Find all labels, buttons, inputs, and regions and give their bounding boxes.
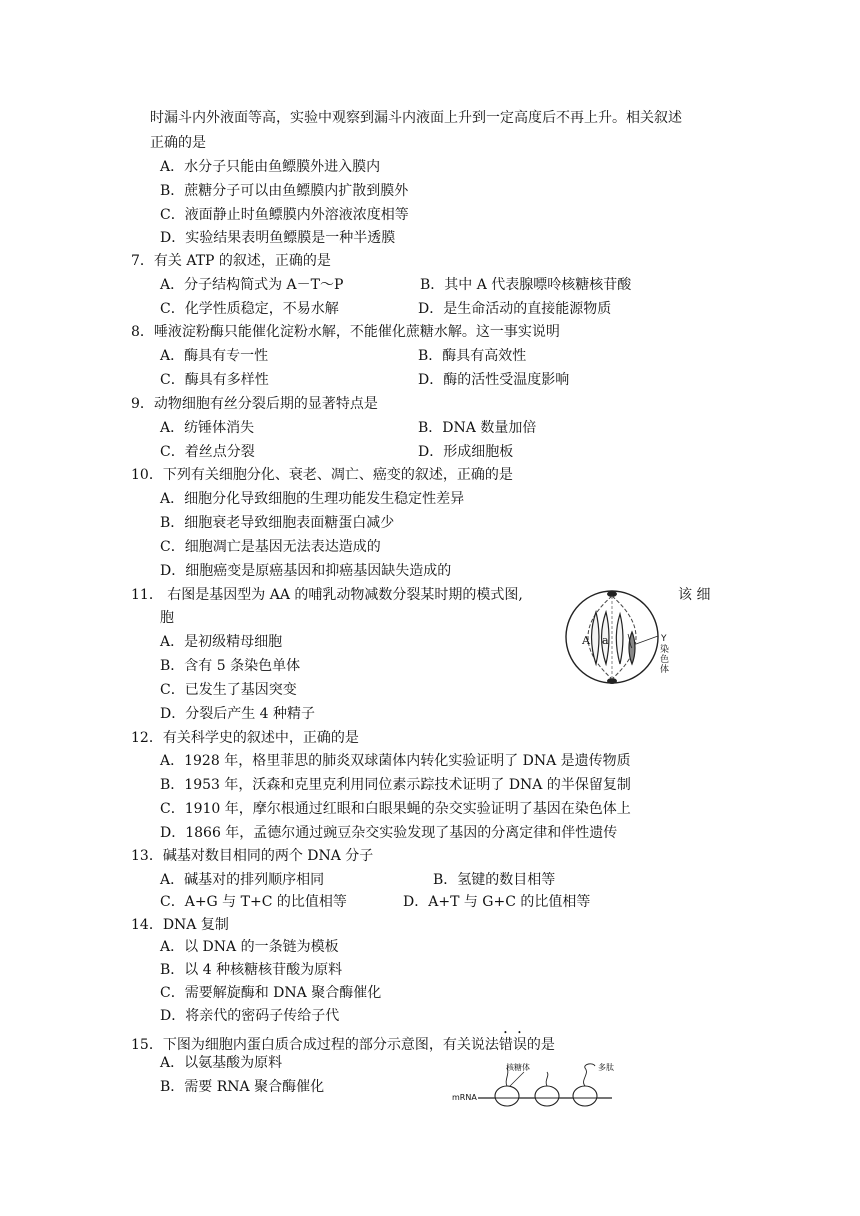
q8-option-c: C．酶具有多样性 [160, 372, 269, 388]
q15-option-a: A．以氨基酸为原料 [160, 1055, 283, 1071]
q8-stem: 8．唾液淀粉酶只能催化淀粉水解，不能催化蔗糖水解。这一事实说明 [131, 324, 560, 340]
label-chromosome-1: 染 [660, 645, 670, 655]
q11-option-a: A．是初级精母细胞 [160, 634, 283, 650]
ribosome-2 [535, 1086, 559, 1106]
chromosome-right-inner [616, 614, 623, 664]
q13-option-b: B．氢键的数目相等 [433, 872, 556, 888]
q7-stem: 7．有关 ATP 的叙述，正确的是 [131, 253, 331, 269]
q14-stem: 14．DNA 复制 [131, 917, 229, 933]
q14-option-a: A．以 DNA 的一条链为模板 [160, 939, 339, 955]
label-gene-a-lower: a [602, 634, 609, 647]
q10-option-a: A．细胞分化导致细胞的生理功能发生稳定性差异 [160, 491, 465, 507]
q9-option-a: A．纺锤体消失 [160, 420, 255, 436]
q12-stem: 12．有关科学史的叙述中，正确的是 [131, 730, 359, 746]
q10-option-b: B．细胞衰老导致细胞表面糖蛋白减少 [160, 515, 395, 531]
q6-stem-line2: 正确的是 [150, 135, 206, 151]
q6-option-b: B．蔗糖分子可以由鱼鳔膜内扩散到膜外 [160, 183, 409, 199]
meiosis-cell-figure [560, 584, 680, 692]
q8-option-a: A．酶具有专一性 [160, 348, 269, 364]
label-gene-a-upper: A [582, 634, 590, 647]
y-pointer-line [636, 636, 658, 644]
q7-option-d: D．是生命活动的直接能源物质 [418, 301, 612, 317]
q9-option-c: C．着丝点分裂 [160, 444, 255, 460]
q6-option-c: C．液面静止时鱼鳔膜内外溶液浓度相等 [160, 207, 409, 223]
q11-option-b: B．含有 5 条染色单体 [160, 658, 301, 674]
q14-option-b: B．以 4 种核糖核苷酸为原料 [160, 962, 343, 978]
q12-option-c: C．1910 年，摩尔根通过红眼和白眼果蝇的杂交实验证明了基因在染色体上 [160, 801, 631, 817]
peptide-chain-3 [584, 1064, 595, 1086]
q13-option-d: D．A+T 与 G+C 的比值相等 [403, 894, 591, 910]
q11-option-d: D．分裂后产生 4 种精子 [160, 706, 316, 722]
q11-option-c: C．已发生了基因突变 [160, 682, 297, 698]
q11-stem-line2: 胞 [160, 610, 174, 626]
q10-option-d: D．细胞癌变是原癌基因和抑癌基因缺失造成的 [160, 563, 452, 579]
q11-stem: 11． 右图是基因型为 AA 的哺乳动物减数分裂某时期的模式图, [131, 587, 523, 603]
q9-option-d: D．形成细胞板 [418, 444, 514, 460]
label-ribosome: 核糖体 [506, 1063, 530, 1072]
label-y: Y [661, 634, 667, 644]
q9-stem: 9．动物细胞有丝分裂后期的显著特点是 [131, 396, 378, 412]
label-mrna: mRNA [452, 1093, 477, 1102]
q13-stem: 13．碱基对数目相同的两个 DNA 分子 [131, 848, 374, 864]
q7-option-c: C．化学性质稳定，不易水解 [160, 301, 339, 317]
q14-option-c: C．需要解旋酶和 DNA 聚合酶催化 [160, 985, 382, 1001]
label-chromosome-2: 色 [660, 655, 670, 665]
translation-diagram [452, 1058, 642, 1116]
label-peptide: 多肽 [598, 1063, 614, 1072]
q8-option-b: B．酶具有高效性 [418, 348, 527, 364]
ribosome-1 [495, 1086, 519, 1106]
q6-option-a: A．水分子只能由鱼鳔膜外进入膜内 [160, 159, 381, 175]
q9-option-b: B．DNA 数量加倍 [418, 420, 537, 436]
meiosis-cell-diagram [560, 584, 680, 692]
q6-option-d: D．实验结果表明鱼鳔膜是一种半透膜 [160, 230, 396, 246]
q12-option-d: D．1866 年，孟德尔通过豌豆杂交实验发现了基因的分离定律和伴性遗传 [160, 825, 618, 841]
q10-option-c: C．细胞凋亡是基因无法表达造成的 [160, 539, 381, 555]
q12-option-a: A．1928 年，格里菲思的肺炎双球菌体内转化实验证明了 DNA 是遗传物质 [160, 753, 631, 769]
translation-figure [452, 1058, 642, 1116]
q7-option-b: B．其中 A 代表腺嘌呤核糖核苷酸 [420, 277, 632, 293]
q15-option-b: B．需要 RNA 聚合酶催化 [160, 1079, 325, 1095]
q13-option-a: A．碱基对的排列顺序相同 [160, 872, 325, 888]
q10-stem: 10．下列有关细胞分化、衰老、凋亡、癌变的叙述，正确的是 [131, 467, 513, 483]
label-chromosome-3: 体 [660, 665, 670, 675]
q13-option-c: C．A+G 与 T+C 的比值相等 [160, 894, 347, 910]
q12-option-b: B．1953 年，沃森和克里克利用同位素示踪技术证明了 DNA 的半保留复制 [160, 777, 631, 793]
q6-stem-line1: 时漏斗内外液面等高，实验中观察到漏斗内液面上升到一定高度后不再上升。相关叙述 [150, 110, 682, 126]
peptide-chain-2 [546, 1072, 548, 1086]
ribosome-pointer [510, 1072, 524, 1086]
q8-option-d: D．酶的活性受温度影响 [418, 372, 570, 388]
q7-option-a: A．分子结构简式为 A－T～P [160, 277, 344, 293]
q15-stem-post: 的是 [526, 1037, 555, 1053]
q15-stem-pre: 15．下图为细胞内蛋白质合成过程的部分示意图，有关说法 [131, 1037, 499, 1053]
q11-stem-tail: 该 细 [678, 587, 711, 603]
q14-option-d: D．将亲代的密码子传给子代 [160, 1008, 340, 1024]
q15-stem-emphasis: 错误 [498, 1037, 527, 1053]
q15-stem [131, 1029, 555, 1055]
ribosome-3 [573, 1086, 597, 1106]
